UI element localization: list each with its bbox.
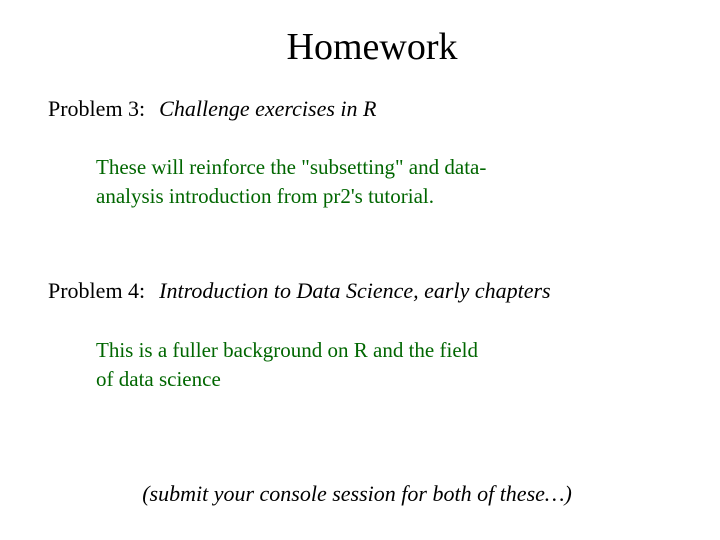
problem-4-label: Problem 4: xyxy=(48,278,146,303)
problem-3-description-line-1: These will reinforce the "subsetting" and data- xyxy=(96,155,487,179)
page-title: Homework xyxy=(286,26,458,68)
problem-4-description xyxy=(96,336,566,394)
problem-4-heading xyxy=(48,277,551,305)
problem-3-description xyxy=(96,153,566,211)
problem-3-heading xyxy=(48,95,376,123)
problem-4-topic: Introduction to Data Science, early chapters xyxy=(159,278,551,303)
problem-4-description-line-2: of data science xyxy=(96,367,221,391)
problem-4-description-line-1: This is a fuller background on R and the field xyxy=(96,338,478,362)
problem-3-description-line-2: analysis introduction from pr2's tutorial. xyxy=(96,184,434,208)
problem-3-label: Problem 3: xyxy=(48,96,146,121)
problem-3-topic: Challenge exercises in R xyxy=(159,96,377,121)
submission-note: (submit your console session for both of these…) xyxy=(142,481,572,506)
